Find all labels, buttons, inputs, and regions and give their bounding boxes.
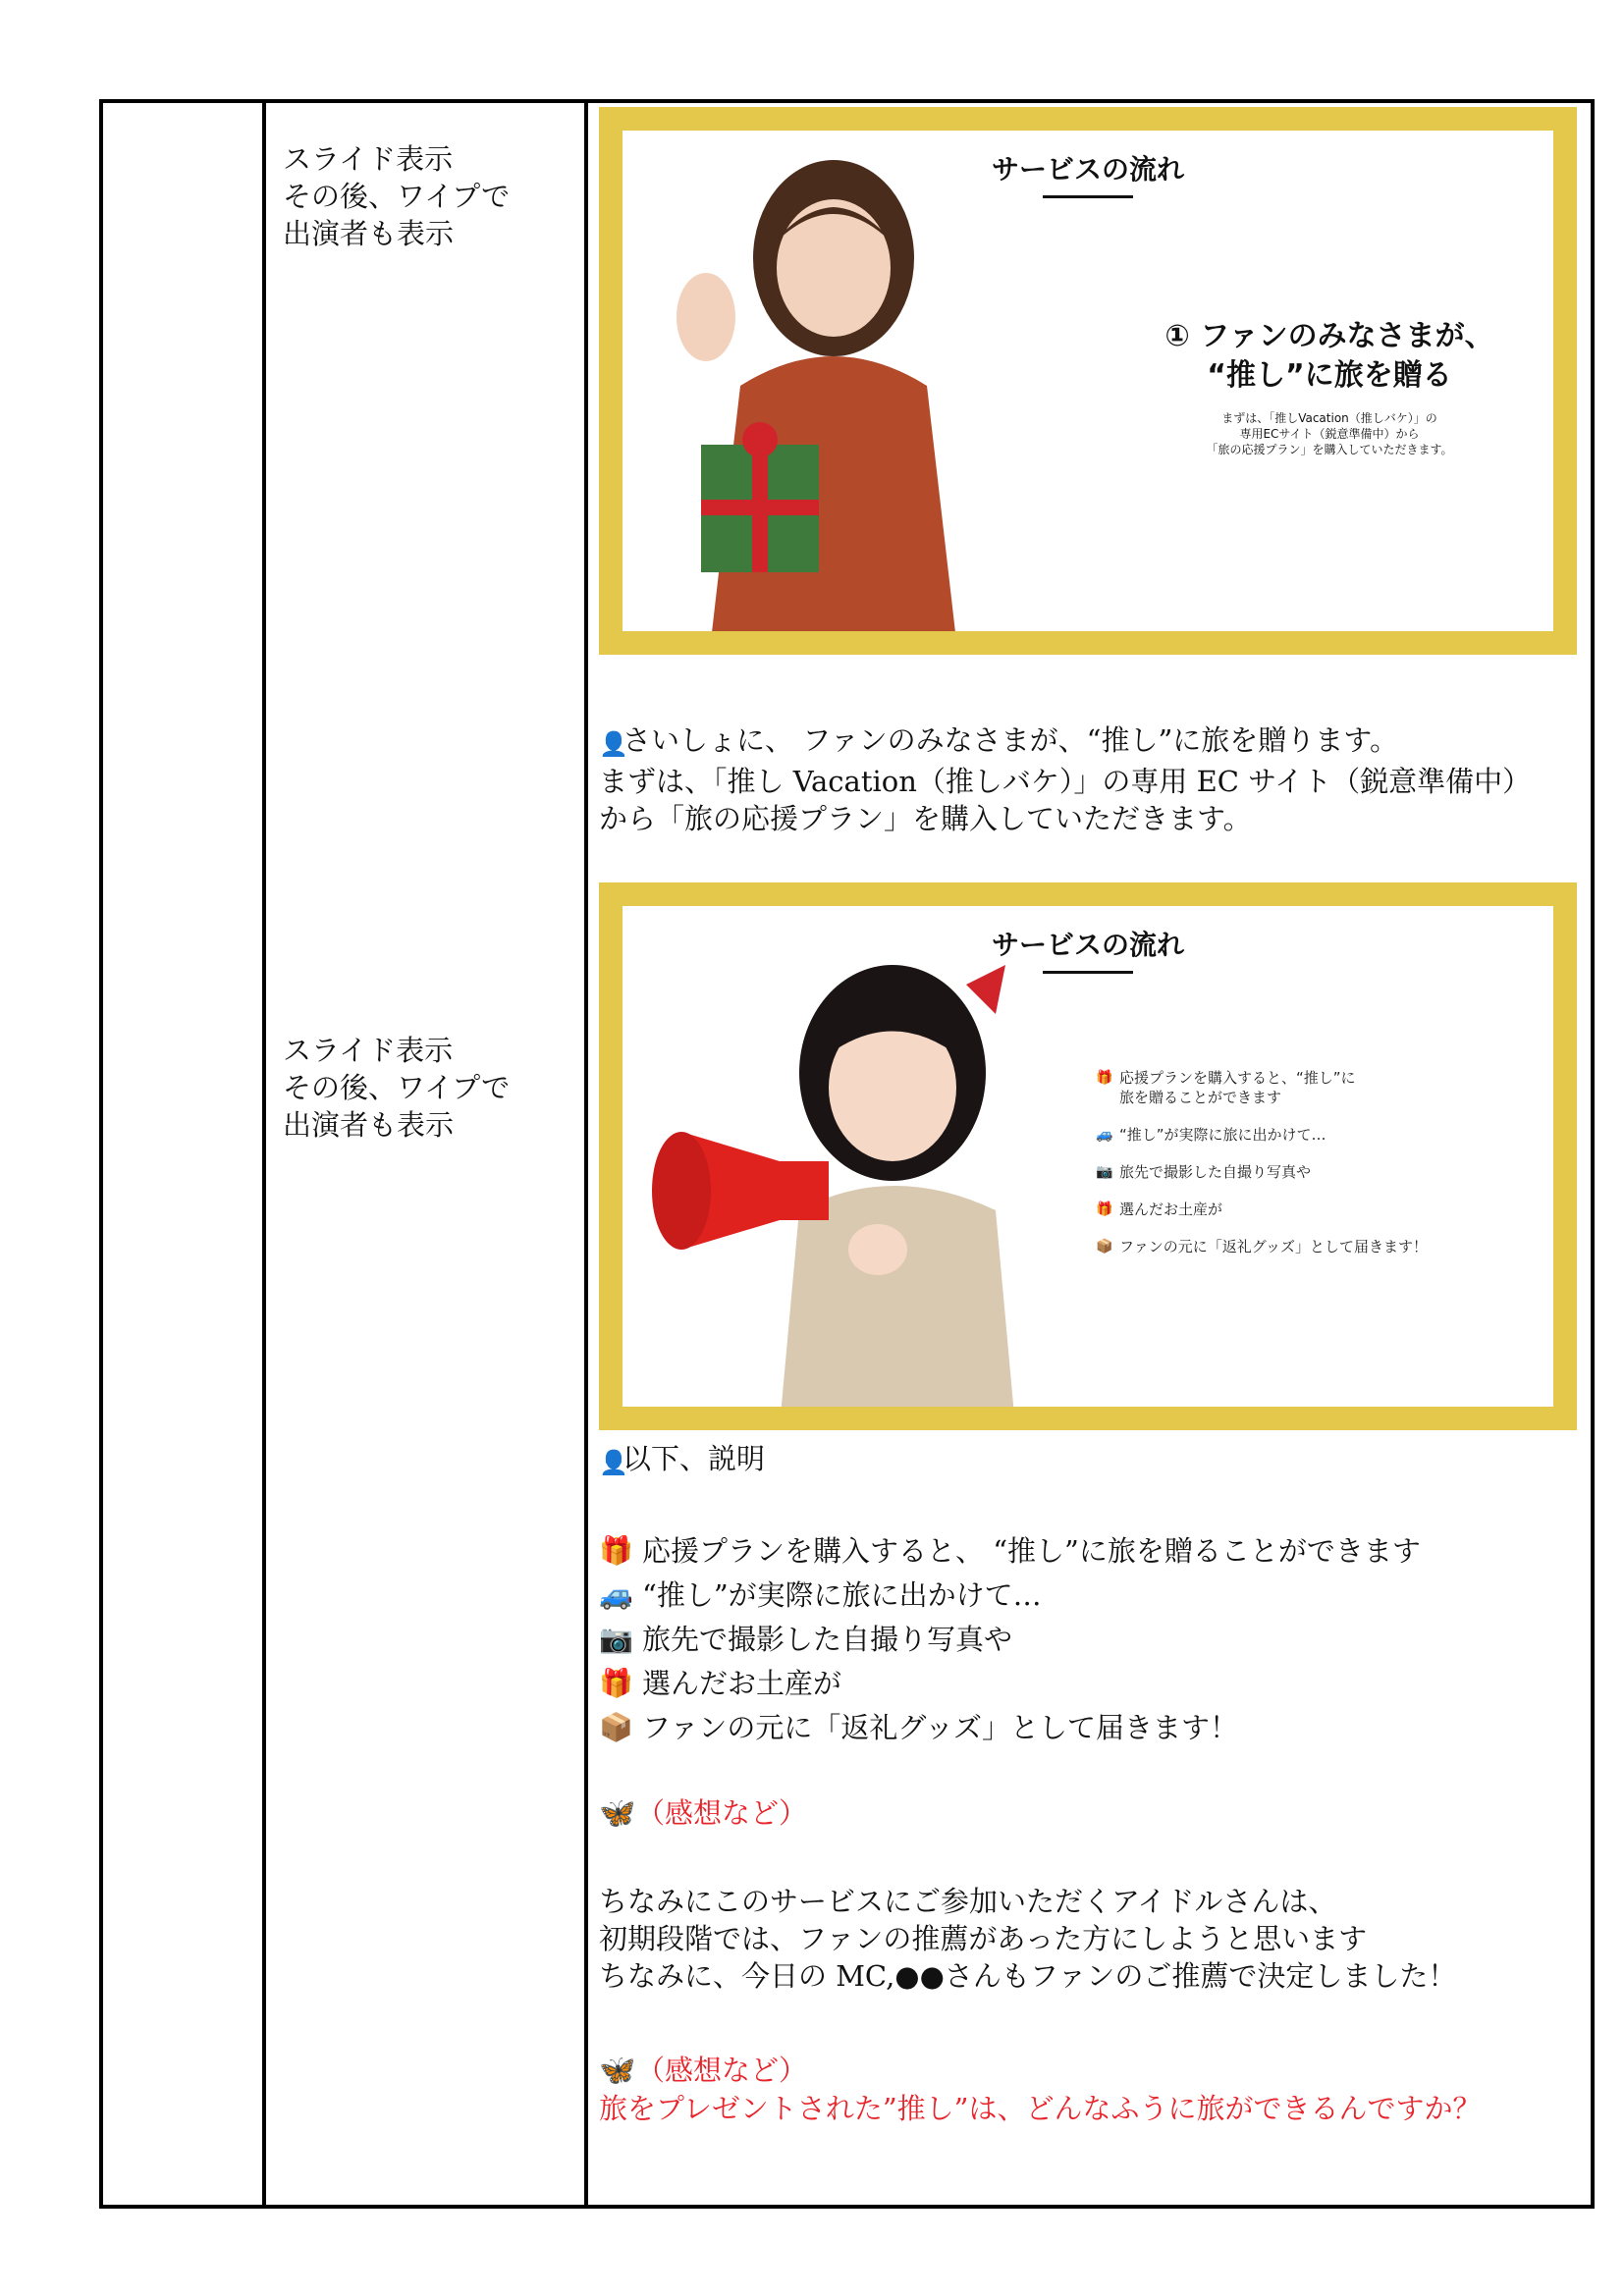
gift-icon: 🎁 <box>1096 1070 1113 1086</box>
script-list-item: 📷 旅先で撮影した自撮り写真や <box>599 1623 1013 1656</box>
script-intro: 👤以下、説明 <box>599 1440 765 1481</box>
gift-icon: 🎁 <box>599 1667 633 1699</box>
script-para-1 <box>599 721 1531 837</box>
performer-photo-2 <box>642 926 1055 1407</box>
script-para-2: ちなみにこのサービスにご参加いただくアイドルさんは、 初期段階では、ファンの推薦があった方にしようと思います ちなみに、今日の MC,●●さんもファンのご推薦で決定しました！ <box>599 1885 1457 1993</box>
person-icon: 👤 <box>599 730 628 758</box>
slide-1-small-text: まずは、「推しVacation（推しバケ）」の 専用ECサイト（鋭意準備中）から 「旅の応援プラン」を購入していただきます。 <box>1206 411 1453 456</box>
package-icon: 📦 <box>1096 1239 1113 1255</box>
slide-2-item: 🎁 応援プランを購入すると、“推し”に 旅を贈ることができます <box>1096 1069 1356 1106</box>
para1-line3: から「旅の応援プラン」を購入していただきます。 <box>599 802 1252 835</box>
slide-1-heading-line1: ① ファンのみなさまが、 <box>1164 319 1494 353</box>
column-divider-1 <box>262 103 266 2205</box>
slide-2-list <box>1096 1068 1428 1274</box>
camera-icon: 📷 <box>599 1623 633 1655</box>
column-divider-2 <box>584 103 588 2205</box>
slide-1-title: サービスの流れ <box>623 148 1553 198</box>
direction-note-1: スライド表示 その後、ワイプで 出演者も表示 <box>283 142 511 250</box>
car-icon: 🚙 <box>599 1578 633 1611</box>
script-list-item: 📦 ファンの元に「返礼グッズ」として届きます！ <box>599 1711 1238 1744</box>
para1-line2: まずは、「推し Vacation（推しバケ）」の専用 EC サイト（鋭意準備中） <box>599 765 1532 798</box>
direction-note-2: スライド表示 その後、ワイプで 出演者も表示 <box>283 1034 511 1142</box>
script-list-item: 🎁 応援プランを購入すると、 “推し”に旅を贈ることができます <box>599 1534 1421 1568</box>
butterfly-icon: 🦋 <box>599 2054 636 2088</box>
camera-icon: 📷 <box>1096 1164 1113 1180</box>
reaction-note-1: 🦋（感想など） <box>599 1796 808 1831</box>
para1-line1: さいしょに、 ファンのみなさまが、“推し”に旅を贈ります。 <box>623 723 1398 757</box>
performer-photo-1 <box>662 131 986 631</box>
gift-icon: 🎁 <box>599 1534 633 1567</box>
slide-2 <box>599 882 1577 1430</box>
slide-2-item: 🚙 “推し”が実際に旅に出かけて… <box>1096 1126 1326 1144</box>
slide-2-item: 📦 ファンの元に「返礼グッズ」として届きます！ <box>1096 1238 1428 1255</box>
slide-2-item: 📷 旅先で撮影した自撮り写真や <box>1096 1163 1312 1181</box>
butterfly-icon: 🦋 <box>599 1796 636 1831</box>
car-icon: 🚙 <box>1096 1127 1113 1143</box>
script-list-item: 🎁 選んだお土産が <box>599 1667 842 1700</box>
slide-2-title: サービスの流れ <box>623 924 1553 974</box>
slide-2-item: 🎁 選んだお土産が <box>1096 1201 1223 1218</box>
question-text: 旅をプレゼントされた”推し”は、どんなふうに旅ができるんですか？ <box>599 2092 1482 2125</box>
reaction-note-2: 🦋（感想など） 旅をプレゼントされた”推し”は、どんなふうに旅ができるんですか？ <box>599 2054 1482 2125</box>
script-table <box>99 99 1595 2209</box>
gift-icon: 🎁 <box>1096 1201 1113 1217</box>
person-icon: 👤 <box>599 1449 628 1476</box>
slide-1-heading-line2: “推し”に旅を贈る <box>1207 358 1452 393</box>
package-icon: 📦 <box>599 1711 633 1743</box>
slide-1 <box>599 107 1577 655</box>
script-list-item: 🚙 “推し”が実際に旅に出かけて… <box>599 1578 1042 1612</box>
